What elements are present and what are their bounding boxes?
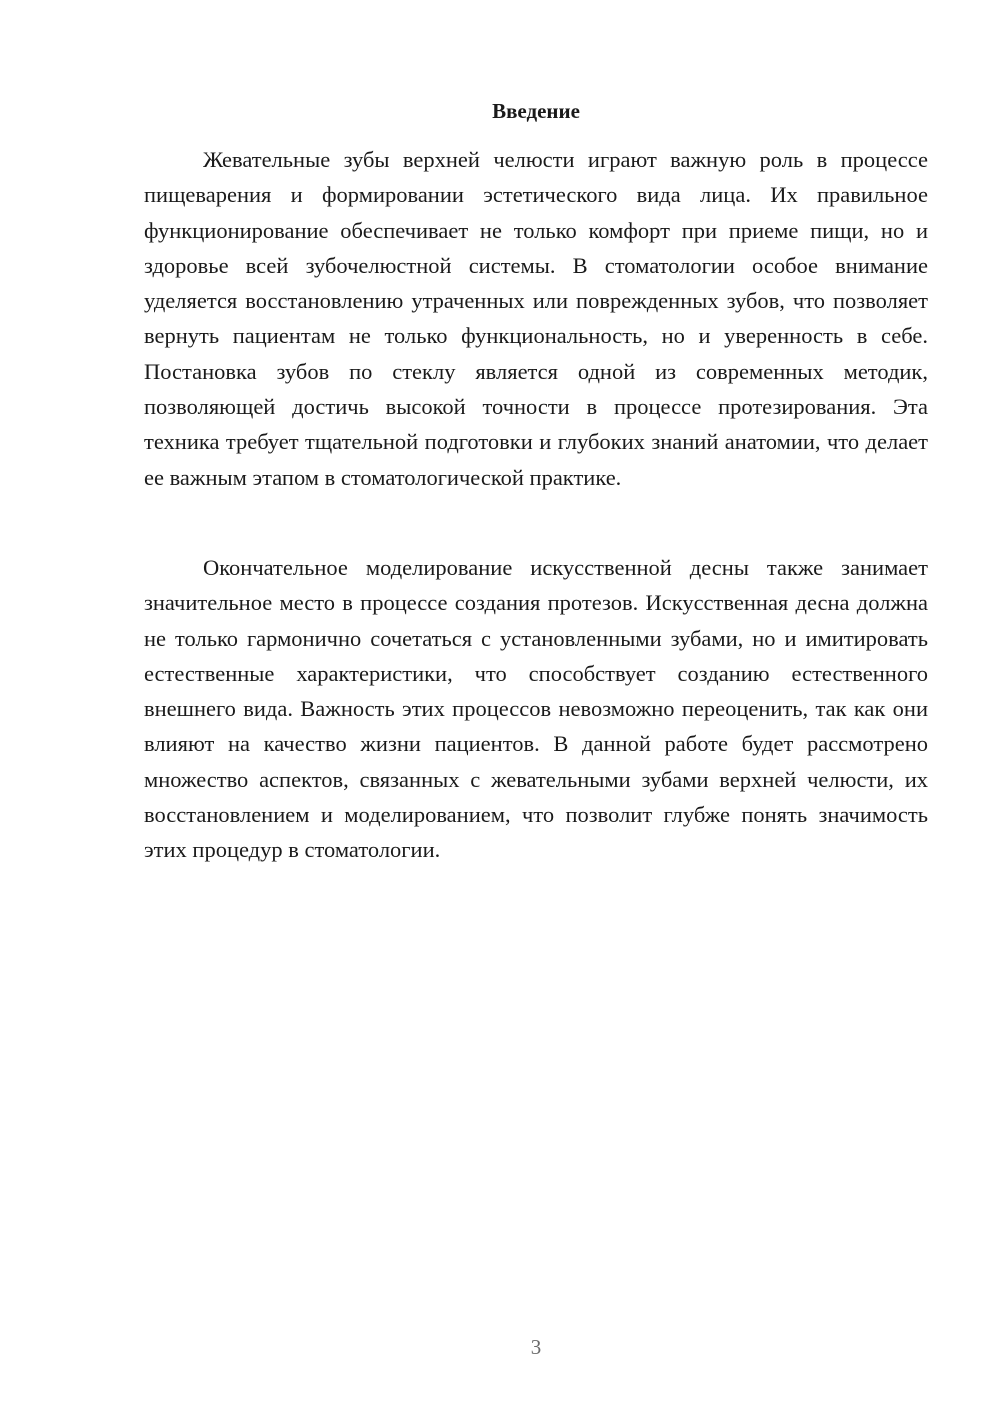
paragraph-introduction-1: Жевательные зубы верхней челюсти играют важную роль в процессе пищеварения и формировании эстетического вида лица. Их правильное функционирование обеспечивает не только комфорт при приеме пищи, но и здоровье всей зубочелюстной системы. В стоматологии особое внимание уделяется восстановлению утраченных или поврежденных зубов, что позволяет вернуть пациентам не только функциональность, но и уверенность в себе. Постановка зубов по стеклу является одной из современных методик, позволяющей достичь высокой точности в процессе протезирования. Эта техника требует тщательной подготовки и глубоких знаний анатомии, что делает ее важным этапом в стоматологической практике. (144, 147, 928, 490)
paragraph-introduction-2: Окончательное моделирование искусственной десны также занимает значительное место в процессе создания протезов. Искусственная десна должна не только гармонично сочетаться с установленными зубами, но и имитировать естественные характеристики, что способствует созданию естественного внешнего вида. Важность этих процессов невозможно переоценить, так как они влияют на качество жизни пациентов. В данной работе будет рассмотрено множество аспектов, связанных с жевательными зубами верхней челюсти, их восстановлением и моделированием, что позволит глубже понять значимость этих процедур в стоматологии. (144, 555, 928, 863)
section-heading: Введение (492, 99, 580, 123)
page-number: 3 (530, 1335, 542, 1359)
